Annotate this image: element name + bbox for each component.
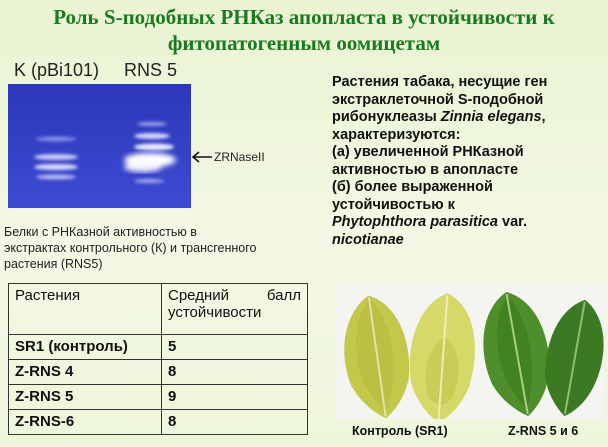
title-line-2: фитопатогенным оомицетам (167, 31, 441, 55)
photo-caption-control: Контроль (SR1) (352, 424, 448, 438)
gel-caption (4, 224, 314, 272)
description-line: активностью в апопласте (332, 161, 519, 178)
table-row (9, 410, 308, 435)
species-name-phytophthora: Phytophthora parasitica (332, 214, 498, 230)
cell-plant: Z-RNS 5 (9, 385, 162, 410)
title-line-1: Роль S-подобных РНКаз апопласта в устойчивости к (53, 5, 555, 29)
lane-label-transgenic: RNS 5 (124, 60, 178, 80)
header-score-line-2: устойчивости (168, 304, 262, 321)
photo-caption-transgenic: Z-RNS 5 и 6 (508, 424, 579, 438)
description-line: устойчивостью к (332, 196, 455, 213)
header-score (162, 284, 308, 335)
description-text-segment: var. (497, 214, 528, 230)
leaves-photo (335, 283, 605, 419)
arrow-icon (190, 151, 212, 163)
header-plants: Растения (9, 284, 162, 335)
cell-plant: Z-RNS-6 (9, 410, 162, 435)
resistance-table (8, 283, 308, 435)
cell-score: 5 (162, 335, 308, 360)
species-variety: nicotianae (332, 231, 404, 248)
description-line: экстраклеточной S-подобной (332, 91, 544, 108)
band-label: ZRNaseII (214, 150, 265, 164)
cell-plant: Z-RNS 4 (9, 360, 162, 385)
table-row (9, 335, 308, 360)
species-name-zinnia: Zinnia elegans (440, 109, 542, 125)
description-line: (а) увеличенной РНКазной (332, 144, 524, 160)
gel-caption-line: растения (RNS5) (4, 257, 103, 271)
table-row (9, 385, 308, 410)
gel-caption-line: Белки с РНКазной активностью в (4, 225, 197, 239)
cell-score: 9 (162, 385, 308, 410)
description-line (332, 214, 606, 232)
slide-title (6, 4, 602, 56)
description-line: (б) более выраженной (332, 179, 493, 195)
description-line (332, 109, 606, 127)
header-score-line-1: Средний балл (168, 287, 301, 304)
gel-image (8, 84, 191, 208)
cell-plant: SR1 (контроль) (9, 335, 162, 360)
cell-score: 8 (162, 410, 308, 435)
cell-score: 8 (162, 360, 308, 385)
table-row (9, 360, 308, 385)
table-header-row (9, 284, 308, 335)
lane-label-control: K (pBi101) (14, 60, 100, 80)
gel-caption-line: экстрактах контрольного (К) и трансгенного (4, 241, 257, 255)
description-text-segment: , (541, 109, 546, 125)
description-line: характеризуются: (332, 126, 461, 143)
description-text (332, 74, 606, 249)
description-text-segment: рибонуклеазы (332, 109, 441, 125)
description-line: Растения табака, несущие ген (332, 74, 548, 90)
description-line (332, 232, 606, 250)
